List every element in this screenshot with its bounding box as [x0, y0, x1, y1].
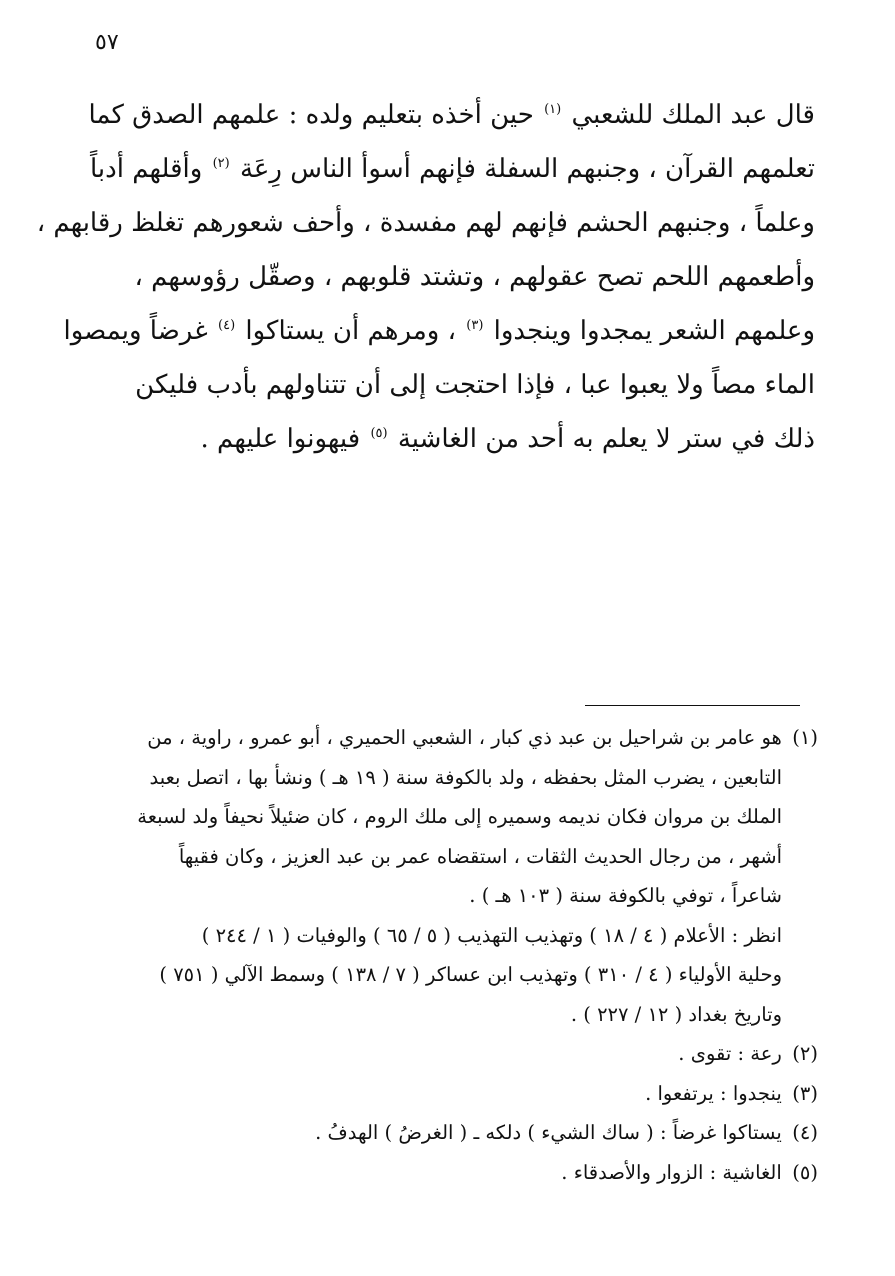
- body-line: وعلماً ، وجنبهم الحشم فإنهم لهم مفسدة ، وأحف شعورهم تغلظ رقابهم ،: [36, 208, 815, 238]
- footnote-line: الملك بن مروان فكان نديمه وسميره إلى ملك الروم ، كان ضئيلاً نحيفاً ولد لسبعة: [137, 805, 782, 828]
- footnote-ref[interactable]: (٥): [370, 426, 388, 442]
- footnote-1: (١) هو عامر بن شراحيل بن عبد ذي كبار ، الشعبي الحميري ، أبو عمرو ، راوية ، من: [118, 718, 818, 758]
- page-number: ٥٧: [95, 30, 119, 55]
- footnote-line: أشهر ، من رجال الحديث الثقات ، استقضاه عمر بن عبد العزيز ، وكان فقيهاً: [178, 844, 782, 868]
- footnote-number: (٤): [792, 1121, 818, 1144]
- footnote-5: (٥) الغاشية : الزوار والأصدقاء .: [118, 1153, 818, 1193]
- footnotes: [118, 718, 818, 1192]
- body-line: وأطعمهم اللحم تصح عقولهم ، وتشتد قلوبهم ، وصقّل رؤوسهم ،: [134, 262, 815, 292]
- footnote-2: (٢) رعة : تقوى .: [118, 1034, 818, 1074]
- footnote-source-line: وتاريخ بغداد ( ١٢ / ٢٢٧ ) .: [570, 1002, 782, 1026]
- footnote-line: التابعين ، يضرب المثل بحفظه ، ولد بالكوفة سنة ( ١٩ هـ ) ونشأ بها ، اتصل بعبد: [149, 765, 782, 789]
- footnote-separator: [585, 705, 800, 706]
- footnote-number: (٥): [792, 1160, 818, 1184]
- main-paragraph: [36, 88, 815, 466]
- body-line: قال عبد الملك للشعبي $^{(١)}$ حين أخذه بتعليم ولده : علمهم الصدق كما: [88, 100, 815, 130]
- footnote-ref[interactable]: (٢): [212, 156, 230, 172]
- body-line: تعلمهم القرآن ، وجنبهم السفلة فإنهم أسوأ الناس رِعَة $^{(٢)}$ وأقلهم أدباً: [89, 154, 815, 184]
- body-line: ذلك في ستر لا يعلم به أحد من الغاشية $^{(٥)}$ فيهونوا عليهم .: [200, 424, 815, 454]
- footnote-ref[interactable]: (١): [544, 102, 562, 118]
- footnote-number: (١): [792, 726, 818, 749]
- footnote-4: (٤) يستاكوا غرضاً : ( ساك الشيء ) دلكه ـ ( الغرضُ ) الهدفُ .: [118, 1113, 818, 1153]
- body-line: الماء مصاً ولا يعبوا عبا ، فإذا احتجت إلى أن تتناولهم بأدب فليكن: [135, 370, 815, 400]
- footnote-source-line: انظر : الأعلام ( ٤ / ١٨ ) وتهذيب التهذيب ( ٥ / ٦٥ ) والوفيات ( ١ / ٢٤٤ ): [201, 923, 782, 947]
- body-line: وعلمهم الشعر يمجدوا وينجدوا $^{(٣)}$ ، ومرهم أن يستاكوا $^{(٤)}$ غرضاً ويمصوا: [63, 316, 815, 346]
- footnote-number: (٣): [792, 1081, 818, 1105]
- footnote-3: (٣) ينجدوا : يرتفعوا .: [118, 1074, 818, 1114]
- footnote-number: (٢): [792, 1042, 818, 1065]
- footnote-source-line: وحلية الأولياء ( ٤ / ٣١٠ ) وتهذيب ابن عساكر ( ٧ / ١٣٨ ) وسمط الآلي ( ٧٥١ ): [159, 963, 782, 986]
- footnote-ref[interactable]: (٤): [218, 318, 236, 334]
- footnote-ref[interactable]: (٣): [466, 318, 484, 334]
- footnote-line: شاعراً ، توفي بالكوفة سنة ( ١٠٣ هـ ) .: [469, 884, 782, 907]
